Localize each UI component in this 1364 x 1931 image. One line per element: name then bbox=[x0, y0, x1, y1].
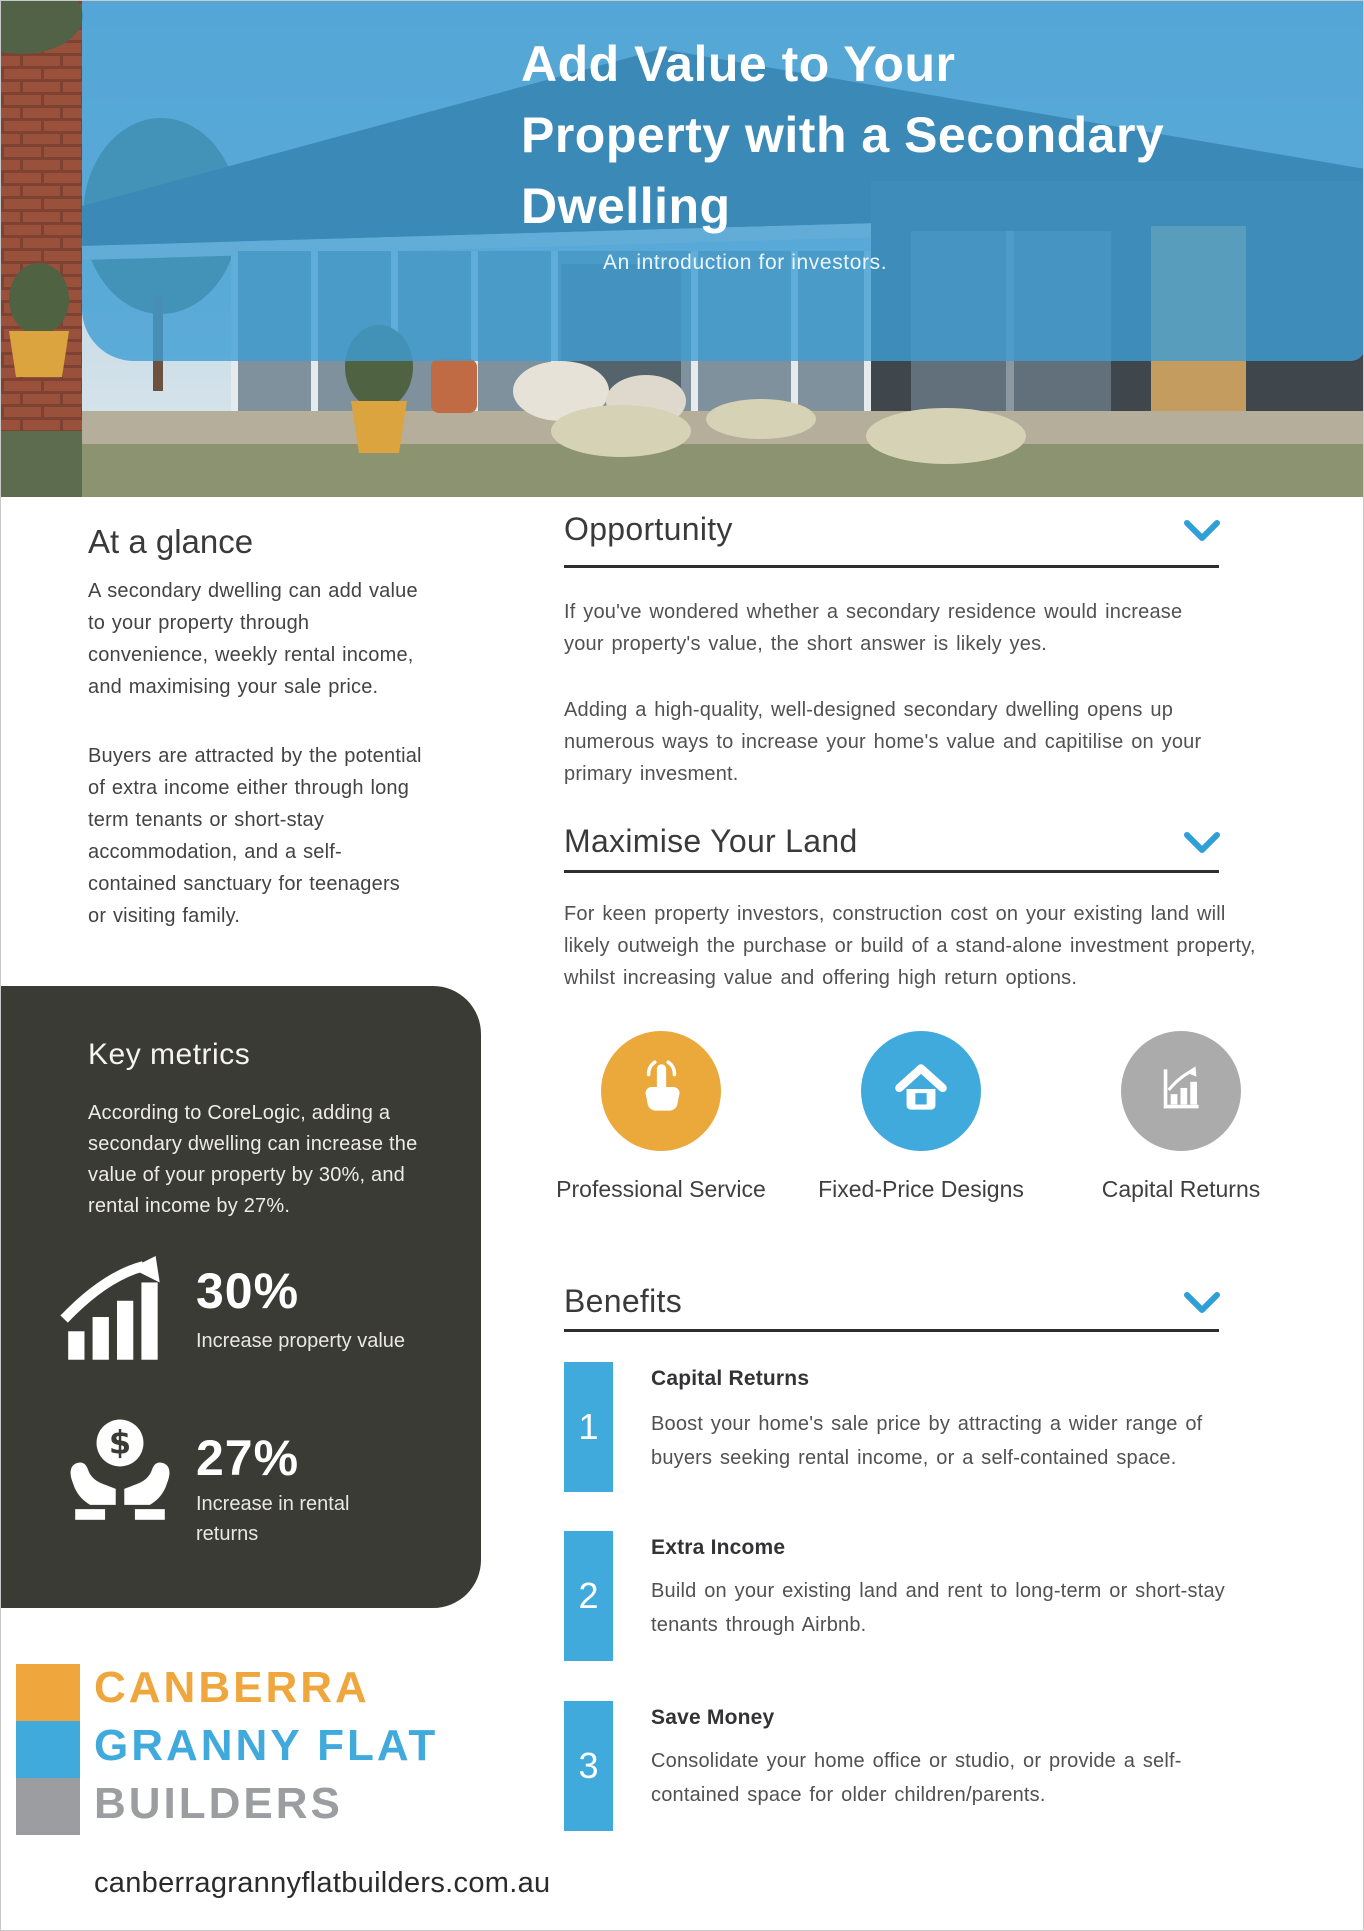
benefit-number-badge: 1 bbox=[564, 1362, 613, 1492]
feature-circle bbox=[861, 1031, 981, 1151]
maximise-your-land-heading: Maximise Your Land bbox=[564, 823, 858, 859]
logo-square-orange bbox=[16, 1664, 80, 1721]
chevron-down-icon[interactable] bbox=[1183, 831, 1221, 860]
house-icon bbox=[888, 1056, 954, 1127]
page-title bbox=[521, 29, 1201, 242]
benefit-number-badge: 3 bbox=[564, 1701, 613, 1831]
website-link[interactable]: canberragrannyflatbuilders.com.au bbox=[94, 1867, 551, 1899]
key-metrics-heading: Key metrics bbox=[88, 1038, 251, 1071]
benefit-title: Save Money bbox=[651, 1706, 775, 1729]
maximise-paragraph: For keen property investors, construction cost on your existing land will likely outweigh the purchase or build of a stand-alone investment property, whilst increasing value and offering high return options. bbox=[564, 903, 1256, 989]
at-a-glance-heading: At a glance bbox=[88, 523, 254, 560]
stat-value: 27% bbox=[196, 1430, 300, 1486]
benefits-divider bbox=[564, 1329, 1219, 1332]
feature-label: Fixed-Price Designs bbox=[818, 1176, 1024, 1202]
benefit-title: Extra Income bbox=[651, 1536, 786, 1559]
feature-label: Capital Returns bbox=[1101, 1176, 1261, 1202]
opportunity-paragraph-2: Adding a high-quality, well-designed secondary dwelling opens up numerous ways to increase your home's value and capitilise on your primary invesment. bbox=[564, 699, 1202, 785]
tap-hand-icon bbox=[628, 1056, 694, 1127]
logo-text-canberra: CANBERRA bbox=[94, 1663, 370, 1712]
feature-circle bbox=[601, 1031, 721, 1151]
chevron-down-icon[interactable] bbox=[1183, 1291, 1221, 1320]
benefit-description: Boost your home's sale price by attracting a wider range of buyers seeking rental income, or a self-contained space. bbox=[651, 1413, 1203, 1469]
at-a-glance-paragraph-2: Buyers are attracted by the potential of extra income either through long term tenants or short-stay accommodation, and a self-contained sanctuary for teenagers or visiting family. bbox=[88, 745, 422, 927]
logo-text-builders: BUILDERS bbox=[94, 1779, 343, 1828]
page-title-line-1: Add Value to Your bbox=[521, 36, 956, 92]
page-title-line-2: Property with a Secondary bbox=[521, 107, 1165, 163]
maximise-divider bbox=[564, 870, 1219, 873]
benefit-description: Consolidate your home office or studio, or provide a self-contained space for older children/parents. bbox=[651, 1750, 1182, 1806]
page-title-line-3: Dwelling bbox=[521, 178, 731, 234]
benefit-description: Build on your existing land and rent to long-term or short-stay tenants through Airbnb. bbox=[651, 1580, 1225, 1636]
benefit-title: Capital Returns bbox=[651, 1367, 810, 1390]
bar-growth-icon bbox=[56, 1254, 178, 1381]
page-subtitle: An introduction for investors. bbox=[603, 251, 888, 274]
at-a-glance-paragraph-1: A secondary dwelling can add value to your property through convenience, weekly rental income, and maximising your sale price. bbox=[88, 580, 418, 698]
key-metrics-panel bbox=[1, 986, 481, 1608]
growth-chart-icon bbox=[1148, 1056, 1214, 1127]
hero-header bbox=[1, 1, 1364, 497]
opportunity-paragraph-1: If you've wondered whether a secondary residence would increase your property's value, the short answer is likely yes. bbox=[564, 601, 1183, 655]
benefit-number-badge: 2 bbox=[564, 1531, 613, 1661]
stat-value: 30% bbox=[196, 1263, 300, 1319]
logo-text-granny-flat: GRANNY FLAT bbox=[94, 1721, 439, 1770]
benefits-heading: Benefits bbox=[564, 1283, 683, 1319]
hands-coin-icon bbox=[56, 1411, 184, 1544]
opportunity-divider bbox=[564, 565, 1219, 568]
logo-square-gray bbox=[16, 1778, 80, 1835]
svg-text:$: $ bbox=[108, 1423, 132, 1462]
key-metrics-paragraph: According to CoreLogic, adding a secondary dwelling can increase the value of your property by 30%, and rental income by 27%. bbox=[88, 1102, 418, 1217]
feature-label: Professional Service bbox=[556, 1176, 766, 1202]
opportunity-heading: Opportunity bbox=[564, 511, 733, 547]
feature-professional-service bbox=[541, 1031, 781, 1206]
chevron-down-icon[interactable] bbox=[1183, 519, 1221, 548]
feature-fixed-price-designs bbox=[801, 1031, 1041, 1206]
logo-square-blue bbox=[16, 1721, 80, 1778]
stat-label: Increase in rental returns bbox=[196, 1493, 350, 1545]
feature-capital-returns bbox=[1061, 1031, 1301, 1206]
feature-circle bbox=[1121, 1031, 1241, 1151]
stat-label: Increase property value bbox=[196, 1330, 406, 1352]
